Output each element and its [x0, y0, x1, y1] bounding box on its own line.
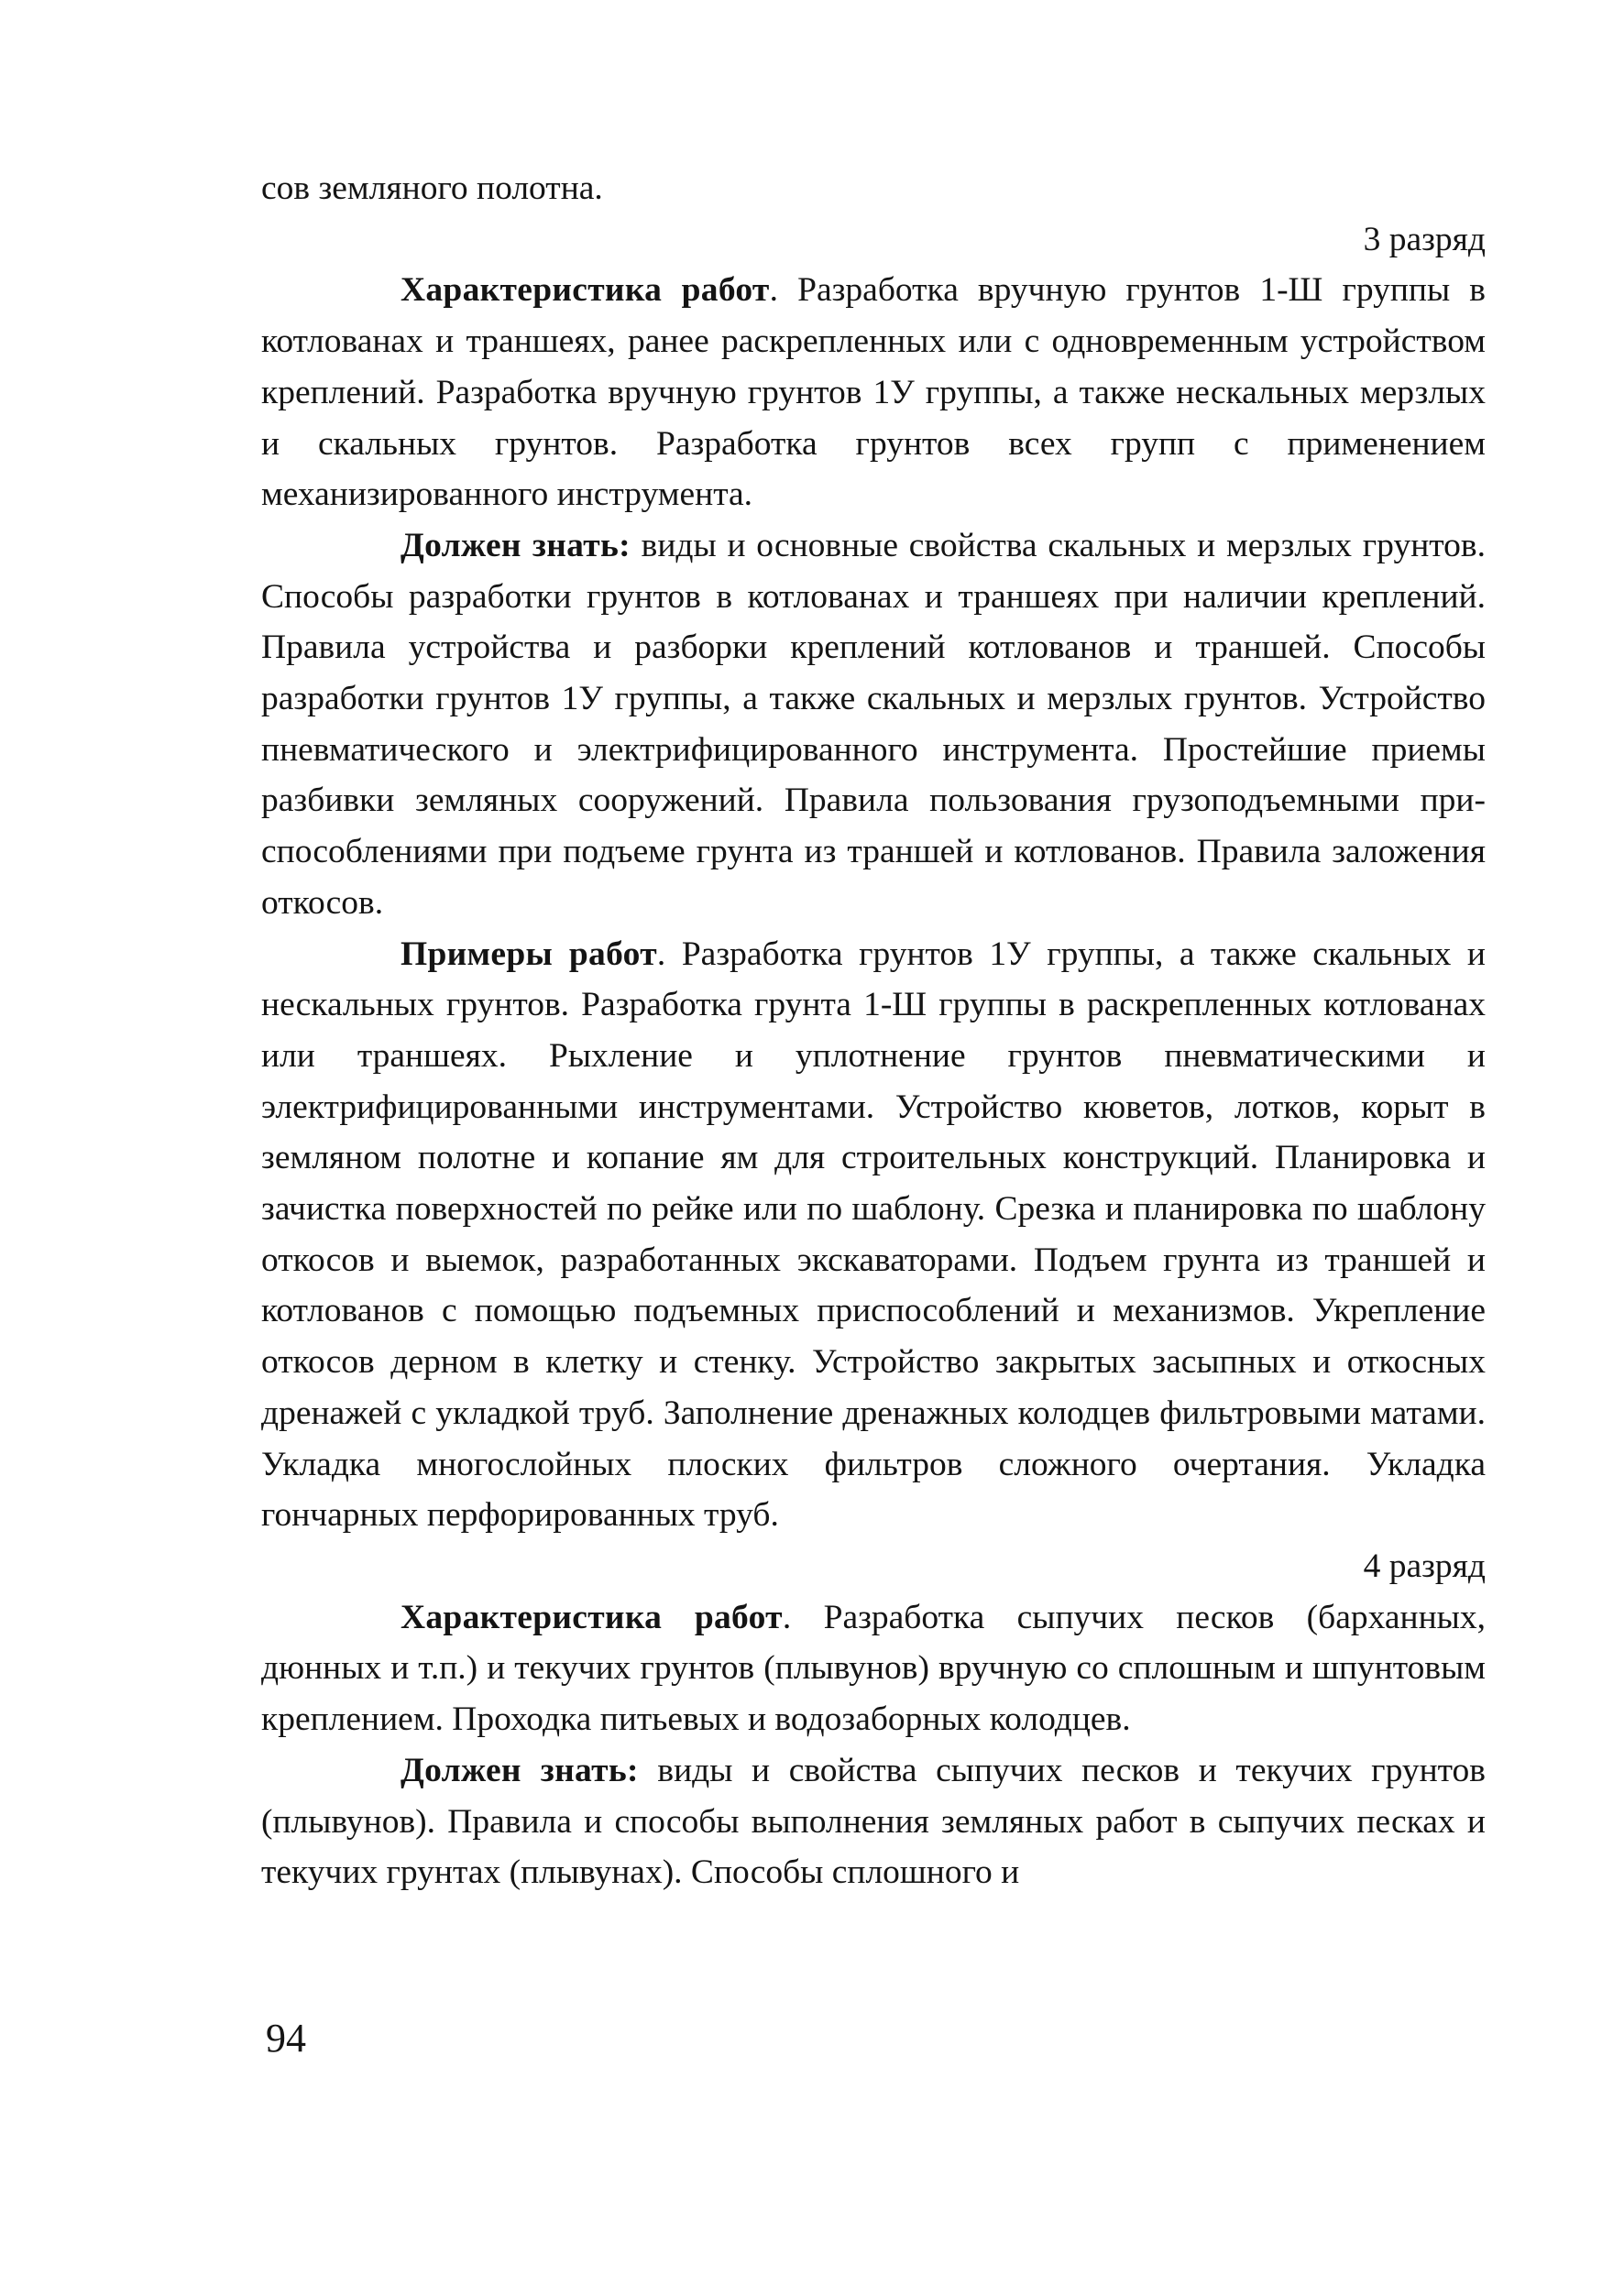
grade-4-must-know-paragraph: [261, 1745, 1486, 1898]
examples-text: . Разработка грунтов 1У группы, а также скальных и нескальных грунтов. Разработка грунта 1-Ш группы в раскрепленных котлованах или траншеях. Рыхление и уплотнение грунтов пневматическими и электрифицированными инструментами. Устройство кюветов, лотков, корыт в земляном полотне и копание ям для строительных конструкций. Планировка и зачистка поверхностей по рейке или по шаблону. Срезка и планировка по шаблону откосов и выемок, разработанных экскаваторами. Подъем грунта из траншей и котлованов с помощью подъемных приспособлений и механизмов. Укрепление откосов дерном в клетку и стенку. Устройство закрытых засыпных и откосных дренажей с укладкой труб. Заполнение дренажных колодцев фильтровыми матами. Укладка многослойных плоских фильтров сложного очертания. Укладка гончарных перфорированных труб.: [261, 935, 1486, 1535]
grade-3-must-know-paragraph: [261, 520, 1486, 929]
grade-3-characteristic-paragraph: [261, 265, 1486, 520]
characteristic-text: . Разработка вручную грунтов 1-Ш группы в котлованах и траншеях, ранее раскрепленных или с одновременным устройством креплений. Разработка вручную грунтов 1У группы, а также нескальных мерзлых и скальных грунтов. Разработка грунтов всех групп с применением механизированного инструмента.: [261, 271, 1486, 514]
must-know-lead: Должен знать:: [401, 526, 631, 564]
grade-3-examples-paragraph: [261, 929, 1486, 1541]
continuation-line: сов земляного полотна.: [261, 169, 603, 207]
characteristic-text: . Разработка сыпучих песков (барханных, дюнных и т.п.) и текучих грунтов (плывунов) вручную со сплошным и шпунтовым креплением. Проходка питьевых и водозаборных колодцев.: [261, 1598, 1486, 1739]
must-know-text: виды и основные свойства скальных и мерзлых грунтов. Способы разработки грунтов в котлованах и траншеях при наличии креплений. Правила устройства и разборки креплений котлованов и траншей. Способы разработки грунтов 1У группы, а также скальных и мерзлых грунтов. Устройство пневматического и электрифицированного инструмента. Простейшие приемы разбивки земляных сооружений. Правила пользования грузоподъемными приспособлениями при подъеме грунта из траншей и котлованов. Правила заложения откосов.: [261, 526, 1486, 922]
grade-4-heading: 4 разряд: [1363, 1547, 1486, 1585]
examples-lead: Примеры работ: [401, 935, 657, 973]
must-know-text: виды и свойства сыпучих песков и текучих грунтов (плывунов). Правила и способы выполнения земляных работ в сыпучих песках и текучих грунтах (плывунах). Способы сплошного и: [261, 1751, 1486, 1892]
characteristic-lead: Характеристика работ: [401, 271, 770, 310]
page-body: [261, 163, 1486, 1898]
grade-4-characteristic-paragraph: [261, 1592, 1486, 1745]
must-know-lead: Должен знать:: [401, 1751, 639, 1789]
characteristic-lead: Характеристика работ: [401, 1598, 783, 1636]
grade-3-heading: 3 разряд: [1363, 220, 1486, 258]
page-number: 94: [266, 2016, 306, 2061]
